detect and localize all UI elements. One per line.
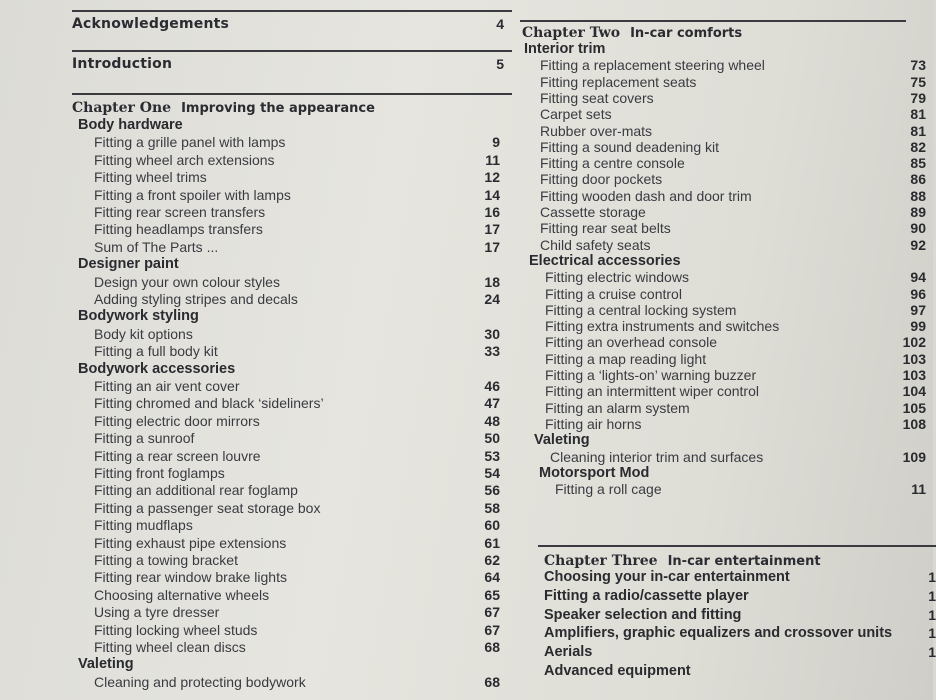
introduction-page: 5: [496, 56, 504, 72]
entry-title: Using a tyre dresser: [94, 604, 220, 621]
entry-title: Fitting electric door mirrors: [94, 412, 260, 429]
toc-entry: [516, 90, 936, 107]
toc-entry: [72, 221, 512, 238]
chapter-two-heading: [522, 25, 936, 42]
entry-page-number: 86: [910, 171, 926, 188]
entry-title: Fitting a central locking system: [545, 301, 737, 318]
entry-page-number: 96: [910, 285, 926, 302]
toc-entry: [516, 481, 936, 498]
entry-page-number: 53: [484, 447, 500, 464]
entry-title: Fitting a replacement steering wheel: [540, 57, 765, 74]
entry-title: Fitting wheel clean discs: [94, 639, 246, 655]
entry-title: Fitting a front spoiler with lamps: [94, 186, 291, 203]
chapter-one-heading: [72, 100, 512, 117]
toc-entry: [516, 106, 936, 123]
toc-section-heading: [516, 253, 936, 270]
entry-page-number: 17: [484, 221, 500, 238]
entry-page-number: 73: [910, 57, 926, 74]
entry-title: Fitting rear window brake lights: [94, 569, 287, 586]
toc-entry: [516, 188, 936, 205]
section-title: Body hardware: [78, 117, 183, 133]
section-title: Valeting: [534, 432, 590, 449]
toc-entry: [72, 430, 512, 447]
entry-title: Fitting front foglamps: [94, 465, 225, 481]
toc-entry: [72, 674, 512, 691]
divider-rule: [72, 50, 512, 52]
entry-title: Fitting a towing bracket: [94, 552, 238, 568]
entry-title: Fitting a full body kit: [94, 343, 218, 360]
entry-title: Fitting chromed and black ‘sideliners’: [94, 395, 324, 412]
section-title: Aerials: [544, 644, 593, 661]
entry-title: Fitting a sound deadening kit: [540, 138, 720, 155]
entry-title: Fitting air horns: [545, 415, 642, 432]
entry-title: Fitting wooden dash and door trim: [540, 187, 752, 204]
entry-page-number: 1: [928, 587, 936, 604]
entry-title: Body kit options: [94, 325, 193, 342]
toc-entry: [72, 204, 512, 221]
entry-page-number: 1: [928, 625, 936, 642]
entry-page-number: 64: [484, 569, 500, 586]
entry-page-number: 12: [484, 169, 500, 186]
entry-title: Cleaning and protecting bodywork: [94, 673, 306, 690]
entry-page-number: 67: [484, 621, 500, 638]
top-rule: [520, 20, 906, 22]
section-title: Amplifiers, graphic equalizers and crossover units: [544, 625, 893, 642]
toc-section-heading: [516, 607, 936, 624]
entry-title: Sum of The Parts ...: [94, 238, 219, 255]
entry-title: Fitting an overhead console: [545, 334, 717, 351]
entry-title: Fitting seat covers: [540, 89, 654, 106]
toc-entry: [72, 187, 512, 204]
entry-page-number: 75: [910, 73, 926, 90]
entry-page-number: 81: [910, 106, 926, 123]
section-title: Advanced equipment: [544, 663, 691, 679]
toc-entry: [516, 383, 936, 400]
section-title: Speaker selection and fitting: [544, 606, 742, 623]
entry-title: Fitting exhaust pipe extensions: [94, 534, 287, 551]
toc-entry: [72, 134, 512, 151]
toc-entry: [72, 291, 512, 308]
toc-entry: [72, 622, 512, 639]
entry-title: Fitting a rear screen louvre: [94, 447, 261, 464]
entry-page-number: 1: [928, 569, 936, 585]
entry-title: Cassette storage: [540, 204, 646, 220]
toc-entry: [516, 139, 936, 156]
section-title: Bodywork styling: [78, 308, 199, 325]
entry-title: Rubber over-mats: [540, 122, 653, 139]
entry-page-number: 67: [484, 604, 500, 621]
entry-page-number: 68: [484, 639, 500, 655]
entry-title: Adding styling stripes and decals: [94, 291, 298, 307]
entry-title: Fitting mudflaps: [94, 517, 193, 534]
entry-page-number: 90: [910, 220, 926, 237]
entry-page-number: 46: [484, 378, 500, 394]
toc-entry: [72, 274, 512, 291]
toc-section-heading: [72, 656, 512, 673]
entry-page-number: 1: [928, 606, 936, 623]
entry-title: Fitting a roll cage: [555, 481, 662, 498]
toc-section-heading: [516, 569, 936, 586]
entry-page-number: 24: [484, 291, 500, 307]
toc-entry: [516, 57, 936, 74]
chapter-two-title: In-car comforts: [630, 26, 743, 41]
entry-page-number: 11: [485, 151, 500, 168]
entry-page-number: 18: [484, 273, 500, 290]
toc-section-heading: [516, 41, 936, 58]
toc-entry: [516, 237, 936, 254]
entry-page-number: 50: [484, 430, 500, 447]
entry-title: Fitting a sunroof: [94, 430, 195, 447]
section-title: Bodywork accessories: [78, 360, 236, 377]
section-title: Motorsport Mod: [539, 464, 650, 481]
acknowledgements-page: 4: [496, 16, 504, 32]
entry-title: Fitting electric windows: [545, 269, 689, 286]
entry-title: Fitting a map reading light: [545, 350, 707, 367]
toc-entry: [72, 152, 512, 169]
entry-page-number: 62: [484, 552, 500, 568]
toc-section-heading: [516, 588, 936, 605]
entry-page-number: 81: [910, 122, 926, 139]
toc-entry: [516, 351, 936, 368]
entry-page-number: 17: [484, 238, 500, 255]
divider-rule: [538, 545, 936, 547]
entry-title: Fitting a cruise control: [545, 285, 682, 302]
entry-page-number: 47: [484, 395, 500, 412]
entry-title: Fitting a grille panel with lamps: [94, 134, 286, 151]
chapter-one-title: Improving the appearance: [181, 101, 375, 116]
toc-section-heading: [72, 308, 512, 325]
entry-title: Fitting an intermittent wiper control: [545, 383, 759, 400]
entry-title: Fitting an air vent cover: [94, 378, 240, 394]
divider-rule: [72, 93, 512, 95]
entry-page-number: 109: [902, 448, 926, 465]
toc-entry: [72, 413, 512, 430]
toc-section-heading: [516, 644, 936, 661]
entry-page-number: 11: [911, 481, 926, 498]
toc-entry: [72, 517, 512, 534]
section-title: Fitting a radio/cassette player: [544, 587, 749, 604]
entry-page-number: 33: [484, 343, 500, 360]
toc-section-heading: [516, 663, 936, 680]
chapter-one-label: Chapter One: [72, 100, 172, 116]
toc-entry: [516, 269, 936, 286]
toc-section-heading: [72, 256, 512, 273]
toc-entry: [516, 334, 936, 351]
toc-entry: [516, 449, 936, 466]
toc-entry: [72, 500, 512, 517]
entry-page-number: 56: [484, 482, 500, 499]
entry-page-number: 65: [484, 586, 500, 603]
entry-page-number: 61: [484, 534, 500, 551]
entry-page-number: 103: [902, 350, 926, 367]
toc-entry: [516, 286, 936, 303]
toc-entry: [516, 204, 936, 221]
toc-entry: [72, 326, 512, 343]
entry-title: Fitting extra instruments and switches: [545, 318, 780, 335]
entry-page-number: 92: [910, 236, 926, 253]
toc-entry: [72, 465, 512, 482]
chapter-three-heading: [544, 553, 936, 570]
toc-entry: [72, 448, 512, 465]
toc-entry: [72, 552, 512, 569]
toc-entry: [72, 395, 512, 412]
entry-page-number: 103: [902, 367, 926, 383]
entry-title: Design your own colour styles: [94, 273, 280, 290]
toc-entry: [72, 639, 512, 656]
entry-page-number: 9: [492, 134, 500, 151]
entry-page-number: 82: [910, 138, 926, 155]
toc-entry: [516, 416, 936, 433]
entry-page-number: 108: [902, 415, 926, 432]
toc-entry: [516, 155, 936, 172]
toc-section-heading: [72, 361, 512, 378]
entry-title: Fitting headlamps transfers: [94, 221, 263, 238]
entry-page-number: 104: [902, 383, 926, 400]
toc-entry: [516, 74, 936, 91]
entry-page-number: 85: [910, 155, 926, 172]
section-title: Interior trim: [524, 41, 606, 57]
toc-entry: [516, 367, 936, 384]
entry-title: Fitting wheel arch extensions: [94, 151, 275, 168]
toc-entry: [72, 169, 512, 186]
entry-page-number: 58: [484, 499, 500, 516]
entry-title: Fitting rear seat belts: [540, 220, 671, 237]
toc-section-heading: [516, 465, 936, 482]
toc-entry: [72, 587, 512, 604]
acknowledgements-title: Acknowledgements: [72, 16, 230, 32]
entry-title: Fitting door pockets: [540, 171, 663, 188]
entry-page-number: 102: [902, 334, 926, 351]
toc-entry: [72, 378, 512, 395]
top-rule: [72, 10, 512, 12]
entry-title: Fitting locking wheel studs: [94, 621, 258, 638]
chapter-two-label: Chapter Two: [522, 25, 621, 41]
entry-title: Fitting a passenger seat storage box: [94, 499, 321, 516]
entry-page-number: 105: [902, 399, 926, 416]
entry-title: Fitting an alarm system: [545, 399, 690, 416]
entry-title: Fitting a ‘lights-on’ warning buzzer: [545, 367, 757, 383]
entry-page-number: 94: [910, 269, 926, 286]
toc-entry: [516, 318, 936, 335]
chapter-three-label: Chapter Three: [544, 553, 658, 569]
entry-page-number: 1: [928, 644, 936, 661]
entry-page-number: 97: [910, 301, 926, 318]
toc-entry: [516, 302, 936, 319]
entry-page-number: 16: [484, 204, 500, 220]
entry-title: Fitting rear screen transfers: [94, 204, 266, 220]
entry-page-number: 48: [484, 412, 500, 429]
entry-title: Carpet sets: [540, 106, 612, 123]
toc-entry: [516, 171, 936, 188]
entry-page-number: 68: [484, 673, 500, 690]
toc-entry: [72, 482, 512, 499]
section-title: Designer paint: [78, 256, 179, 273]
entry-page-number: 99: [910, 318, 926, 335]
entry-page-number: 79: [910, 89, 926, 106]
toc-entry-acknowledgements: [72, 16, 512, 33]
entry-page-number: 30: [484, 325, 500, 342]
entry-page-number: 88: [910, 187, 926, 204]
section-title: Valeting: [78, 656, 134, 673]
toc-entry-introduction: [72, 56, 512, 73]
toc-section-heading: [516, 432, 936, 449]
entry-title: Child safety seats: [540, 236, 651, 253]
entry-title: Fitting wheel trims: [94, 169, 207, 186]
introduction-title: Introduction: [72, 56, 173, 72]
toc-section-heading: [516, 625, 936, 642]
entry-page-number: 14: [484, 186, 500, 203]
toc-section-heading: [72, 117, 512, 134]
entry-title: Choosing alternative wheels: [94, 586, 270, 603]
entry-title: Fitting a centre console: [540, 155, 685, 172]
toc-entry: [72, 569, 512, 586]
entry-title: Fitting replacement seats: [540, 73, 697, 90]
toc-entry: [72, 343, 512, 360]
entry-page-number: 60: [484, 517, 500, 534]
toc-entry: [72, 239, 512, 256]
chapter-three-title: In-car entertainment: [667, 554, 821, 569]
section-title: Electrical accessories: [529, 252, 681, 269]
entry-page-number: 89: [910, 204, 926, 220]
toc-entry: [516, 400, 936, 417]
toc-entry: [72, 535, 512, 552]
entry-title: Fitting an additional rear foglamp: [94, 482, 298, 499]
toc-entry: [72, 604, 512, 621]
toc-entry: [516, 220, 936, 237]
entry-title: Cleaning interior trim and surfaces: [550, 448, 764, 465]
section-title: Choosing your in-car entertainment: [544, 569, 790, 585]
entry-page-number: 54: [484, 465, 500, 481]
toc-entry: [516, 123, 936, 140]
